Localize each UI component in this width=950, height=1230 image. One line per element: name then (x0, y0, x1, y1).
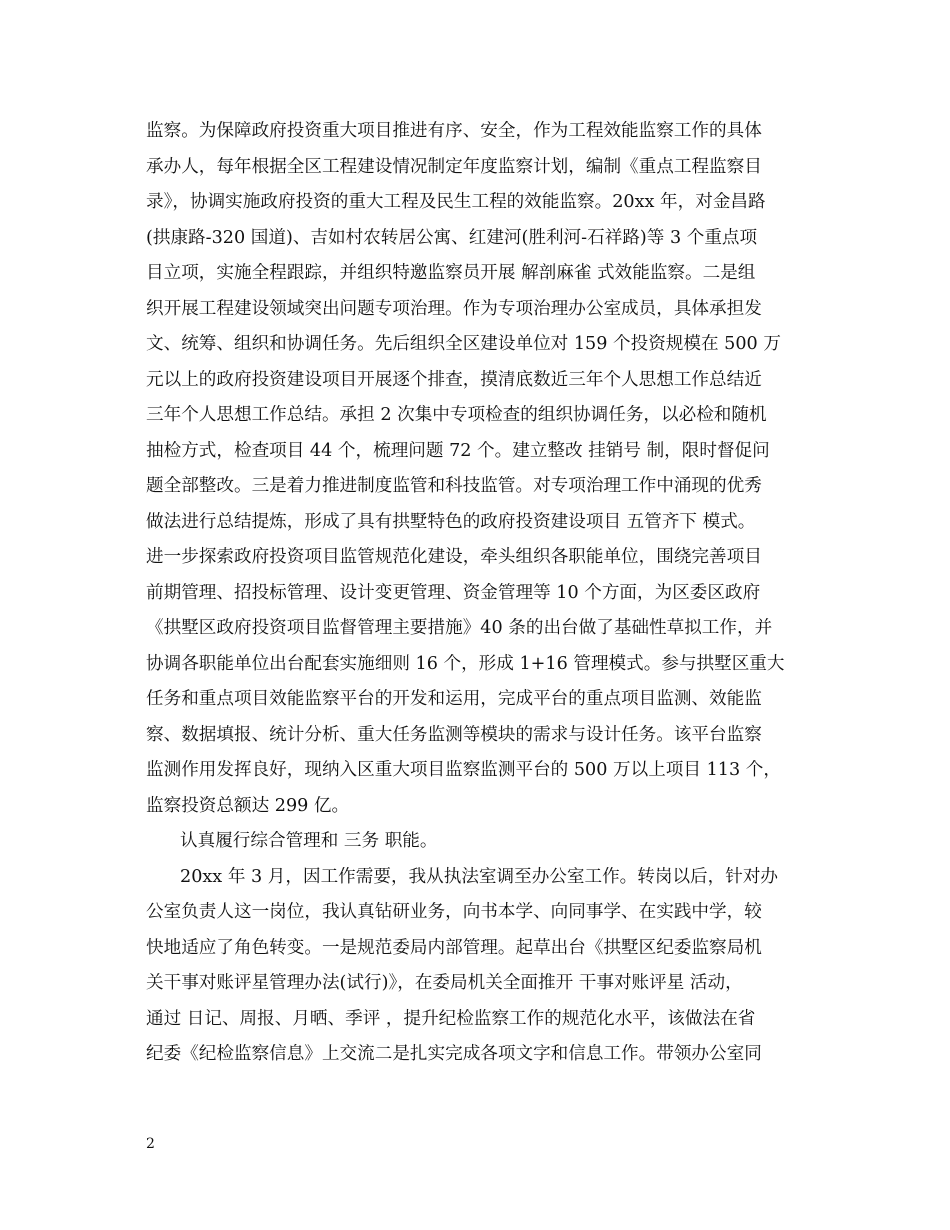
text-line: 承办人，每年根据全区工程建设情况制定年度监察计划，编制《重点工程监察目 (146, 156, 762, 177)
text-line: 任务和重点项目效能监察平台的开发和运用，完成平台的重点项目监测、效能监 (146, 689, 762, 709)
text-line: 协调各职能单位出台配套实施细则 16 个，形成 1+16 管理模式。参与拱墅区重大 (146, 653, 785, 674)
text-line: 录》，协调实施政府投资的重大工程及民生工程的效能监察。20xx 年，对金昌路 (146, 192, 766, 212)
text-line: 监察。为保障政府投资重大项目推进有序、安全，作为工程效能监察工作的具体 (146, 121, 762, 141)
text-line: 公室负责人这一岗位，我认真钻研业务，向书本学、向同事学、在实践中学，较 (146, 902, 762, 922)
text-line: 文、统筹、组织和协调任务。先后组织全区建设单位对 159 个投资规模在 500 万 (146, 334, 781, 354)
text-line: 监测作用发挥良好，现纳入区重大项目监察监测平台的 500 万以上项目 113 个， (146, 760, 781, 780)
text-line: 目立项，实施全程跟踪，并组织特邀监察员开展 解剖麻雀 式效能监察。二是组 (146, 263, 756, 283)
text-line: 《拱墅区政府投资项目监督管理主要措施》40 条的出台做了基础性草拟工作，并 (146, 618, 773, 638)
text-line: 察、数据填报、统计分析、重大任务监测等模块的需求与设计任务。该平台监察 (146, 724, 762, 745)
section-heading: 认真履行综合管理和 三务 职能。 (180, 831, 438, 851)
paragraph-start-line: 20xx 年 3 月，因工作需要，我从执法室调至办公室工作。转岗以后，针对办 (180, 866, 779, 887)
text-line: 题全部整改。三是着力推进制度监管和科技监管。对专项治理工作中涌现的优秀 (146, 476, 762, 496)
page-number: 2 (146, 1136, 155, 1152)
text-line: 纪委《纪检监察信息》上交流二是扎实完成各项文字和信息工作。带领办公室同 (146, 1044, 762, 1064)
text-line: 三年个人思想工作总结。承担 2 次集中专项检查的组织协调任务，以必检和随机 (146, 405, 767, 425)
text-line: 进一步探索政府投资项目监管规范化建设，牵头组织各职能单位，围绕完善项目 (146, 547, 762, 567)
text-line: 元以上的政府投资建设项目开展逐个排查，摸清底数近三年个人思想工作总结近 (146, 369, 762, 390)
body-text (146, 114, 816, 1073)
text-line: 前期管理、招投标管理、设计变更管理、资金管理等 10 个方面，为区委区政府 (146, 582, 761, 603)
text-line: 抽检方式，检查项目 44 个，梳理问题 72 个。建立整改 挂销号 制，限时督促问 (146, 440, 770, 461)
text-line: 监察投资总额达 299 亿。 (146, 795, 350, 816)
text-line: 快地适应了角色转变。一是规范委局内部管理。起草出台《拱墅区纪委监察局机 (146, 937, 762, 958)
text-line: 关干事对账评星管理办法(试行)》，在委局机关全面推开 干事对账评星 活动， (146, 973, 743, 993)
text-line: 做法进行总结提炼，形成了具有拱墅特色的政府投资建设项目 五管齐下 模式。 (146, 511, 756, 532)
text-line: (拱康路-320 国道)、吉如村农转居公寓、红建河(胜利河-石祥路)等 3 个重点项 (146, 227, 758, 248)
text-line: 织开展工程建设领域突出问题专项治理。作为专项治理办公室成员，具体承担发 (146, 298, 762, 319)
text-line: 通过 日记、周报、月晒、季评 ，提升纪检监察工作的规范化水平，该做法在省 (146, 1008, 756, 1029)
